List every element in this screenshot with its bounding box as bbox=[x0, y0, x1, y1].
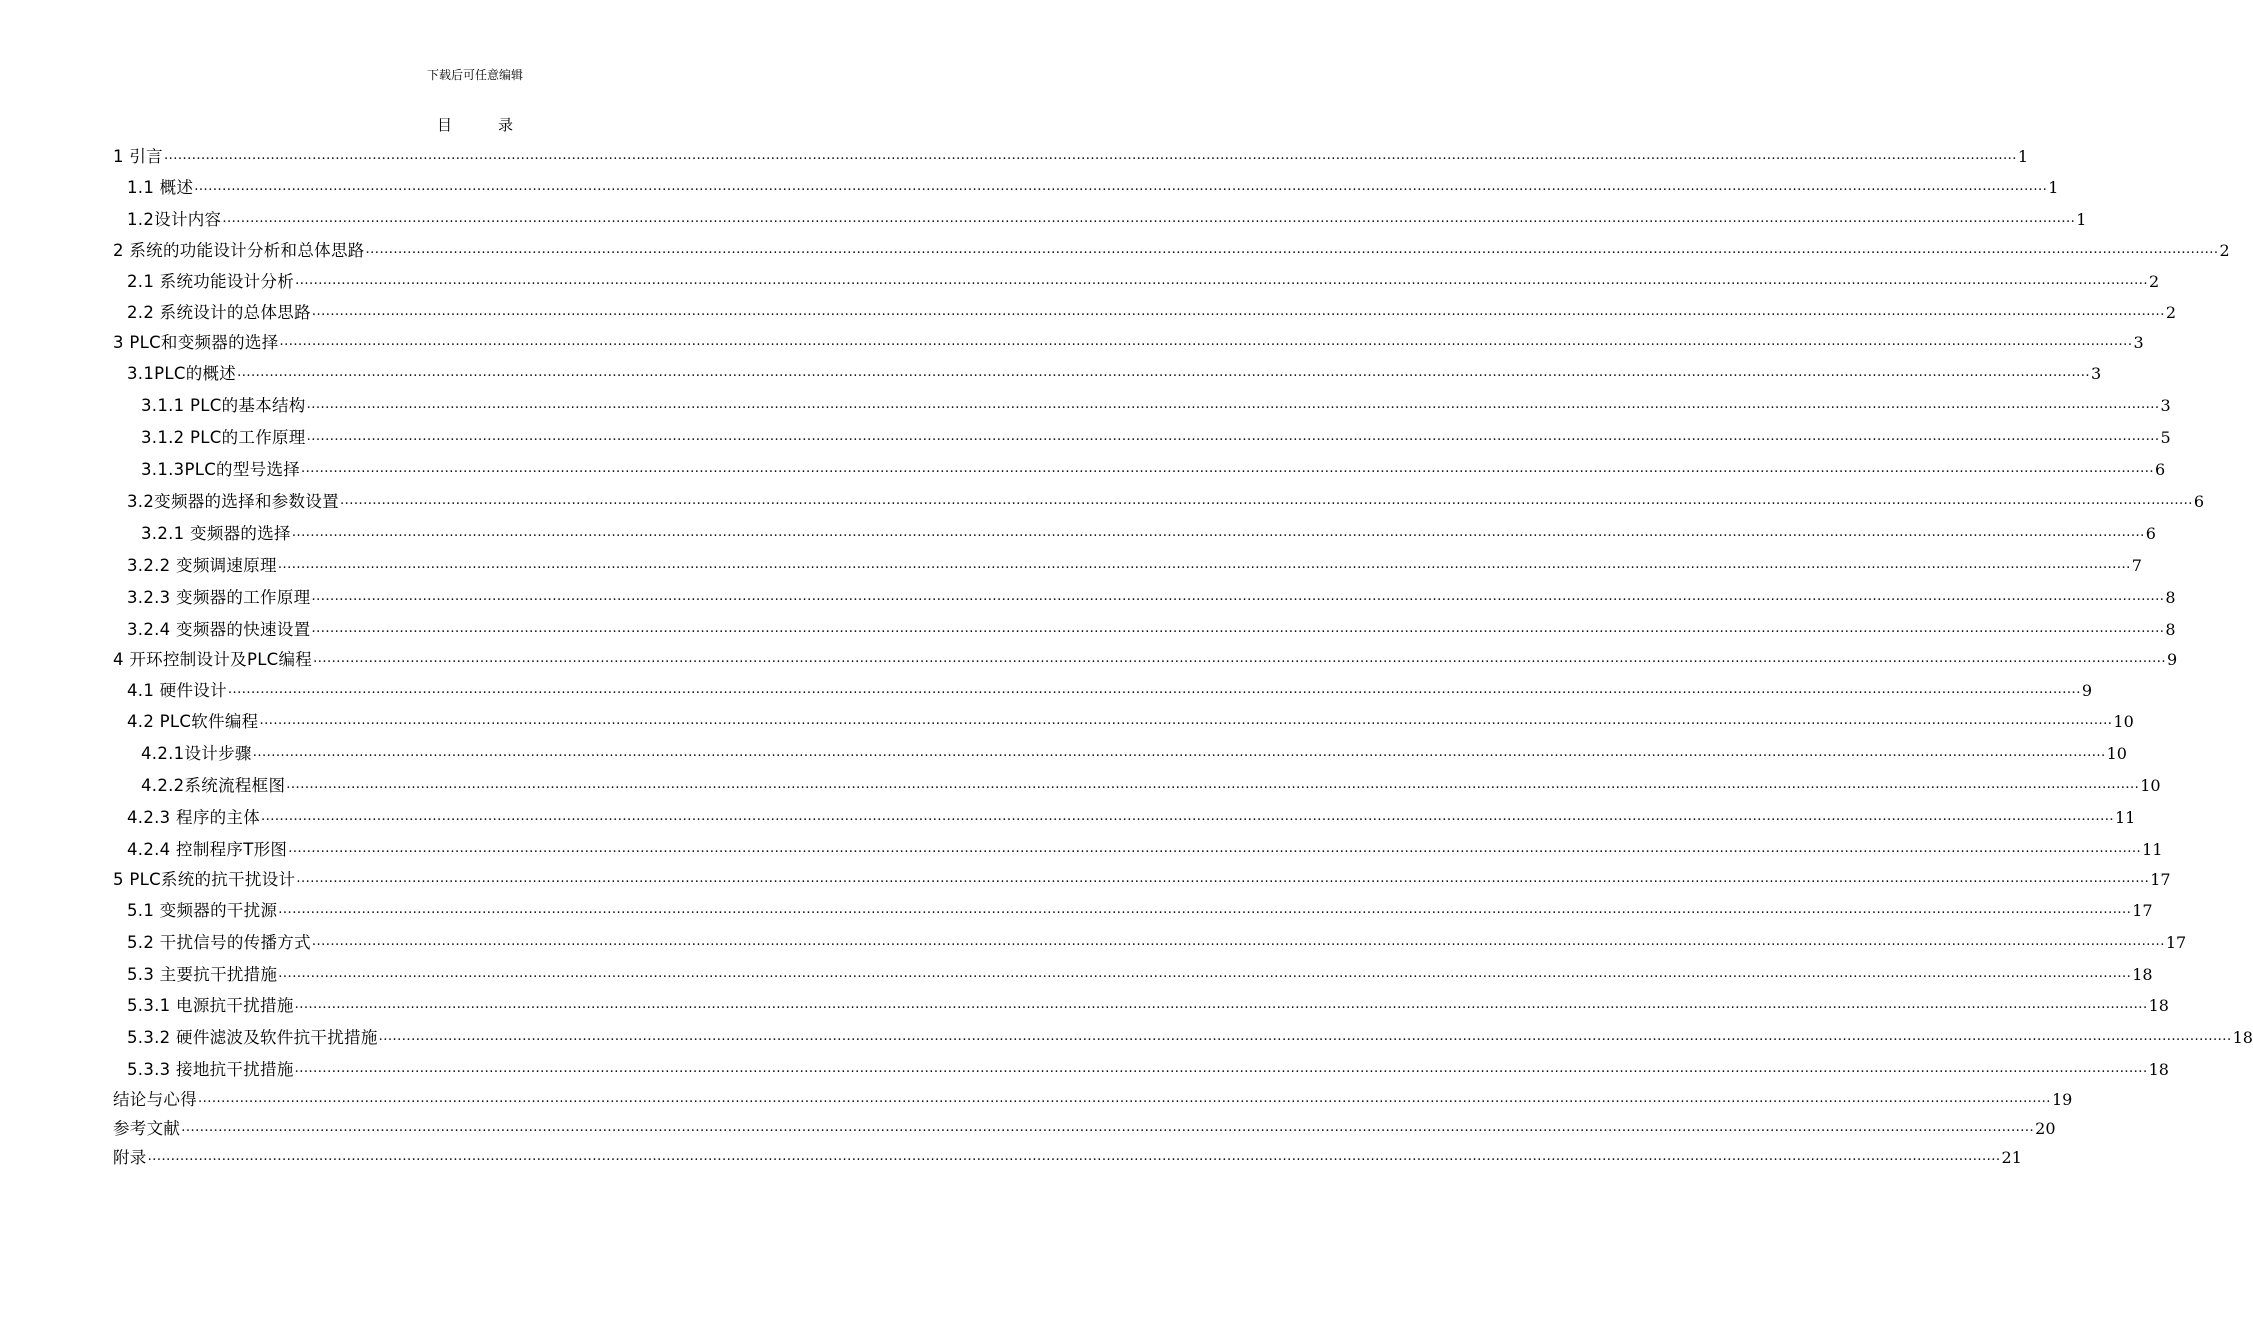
toc-entry-label: 附录 bbox=[113, 1148, 147, 1167]
toc-entry-page: 18 bbox=[2148, 996, 2169, 1015]
toc-entry-page: 17 bbox=[2132, 901, 2153, 920]
toc-entry[interactable] bbox=[113, 1081, 2073, 1111]
toc-entry-page: 3 bbox=[2133, 333, 2144, 352]
toc-entry-label: 5.3.1 电源抗干扰措施 bbox=[127, 996, 294, 1015]
toc-entry-label: 3.2.3 变频器的工作原理 bbox=[127, 588, 311, 607]
toc-entry[interactable] bbox=[113, 169, 2059, 199]
toc-entry[interactable] bbox=[113, 799, 2136, 829]
toc-entry-page: 11 bbox=[2114, 808, 2136, 827]
toc-entry[interactable] bbox=[113, 861, 2171, 891]
toc-entry-page: 21 bbox=[2001, 1148, 2022, 1167]
toc-dot-leader: ................................................................................................................................................................................................................................................................................................................................................................................................................ bbox=[306, 429, 2160, 444]
toc-entry-label: 2 系统的功能设计分析和总体思路 bbox=[113, 241, 365, 260]
toc-entry-label: 2.2 系统设计的总体思路 bbox=[127, 303, 311, 322]
toc-dot-leader: ................................................................................................................................................................................................................................................................................................................................................................................................................ bbox=[365, 242, 2219, 257]
toc-dot-leader: ................................................................................................................................................................................................................................................................................................................................................................................................................ bbox=[237, 365, 2091, 380]
toc-entry-label: 3.2.2 变频调速原理 bbox=[127, 556, 277, 575]
toc-dot-leader: ................................................................................................................................................................................................................................................................................................................................................................................................................ bbox=[306, 397, 2160, 412]
toc-dot-leader: ................................................................................................................................................................................................................................................................................................................................................................................................................ bbox=[288, 841, 2142, 856]
toc-entry[interactable] bbox=[113, 294, 2177, 324]
toc-entry-page: 10 bbox=[2113, 712, 2134, 731]
toc-entry-page: 10 bbox=[2106, 744, 2127, 763]
toc-dot-leader: ................................................................................................................................................................................................................................................................................................................................................................................................................ bbox=[378, 1029, 2232, 1044]
toc-entry[interactable] bbox=[113, 138, 2029, 168]
toc-entry-label: 结论与心得 bbox=[113, 1090, 197, 1109]
toc-title bbox=[0, 114, 950, 135]
toc-entry-page: 2 bbox=[2149, 272, 2160, 291]
toc-entry-label: 3 PLC和变频器的选择 bbox=[113, 333, 279, 352]
toc-entry-page: 1 bbox=[2076, 210, 2087, 229]
toc-entry[interactable] bbox=[113, 451, 2166, 481]
toc-entry[interactable] bbox=[113, 611, 2176, 641]
page-header: 下载后可任意编辑 bbox=[426, 68, 523, 82]
toc-dot-leader: ................................................................................................................................................................................................................................................................................................................................................................................................................ bbox=[313, 651, 2167, 666]
toc-dot-leader: ................................................................................................................................................................................................................................................................................................................................................................................................................ bbox=[181, 1120, 2035, 1135]
toc-entry[interactable] bbox=[113, 515, 2156, 545]
toc-dot-leader: ................................................................................................................................................................................................................................................................................................................................................................................................................ bbox=[147, 1149, 2001, 1164]
toc-entry[interactable] bbox=[113, 1139, 2022, 1169]
toc-entry[interactable] bbox=[113, 201, 2087, 231]
toc-entry-page: 20 bbox=[2035, 1119, 2056, 1138]
toc-entry-label: 3.2.1 变频器的选择 bbox=[141, 524, 291, 543]
toc-entry-page: 1 bbox=[2017, 147, 2029, 166]
toc-entry-label: 3.1PLC的概述 bbox=[127, 364, 237, 383]
toc-entry[interactable] bbox=[113, 672, 2093, 702]
toc-entry-page: 18 bbox=[2148, 1060, 2169, 1079]
toc-dot-leader: ................................................................................................................................................................................................................................................................................................................................................................................................................ bbox=[311, 934, 2165, 949]
toc-entry-page: 18 bbox=[2132, 965, 2153, 984]
toc-entry-page: 7 bbox=[2131, 556, 2142, 575]
toc-dot-leader: ................................................................................................................................................................................................................................................................................................................................................................................................................ bbox=[194, 179, 2048, 194]
toc-entry-label: 5.3.3 接地抗干扰措施 bbox=[127, 1060, 294, 1079]
toc-entry-page: 6 bbox=[2193, 492, 2205, 511]
toc-entry[interactable] bbox=[113, 355, 2102, 385]
toc-dot-leader: ................................................................................................................................................................................................................................................................................................................................................................................................................ bbox=[222, 211, 2076, 226]
toc-dot-leader: ................................................................................................................................................................................................................................................................................................................................................................................................................ bbox=[301, 461, 2154, 476]
toc-entry-page: 10 bbox=[2140, 776, 2161, 795]
toc-entry-label: 4.2.1设计步骤 bbox=[141, 744, 252, 763]
toc-dot-leader: ................................................................................................................................................................................................................................................................................................................................................................................................................ bbox=[286, 777, 2140, 792]
toc-entry[interactable] bbox=[113, 703, 2134, 733]
toc-dot-leader: ................................................................................................................................................................................................................................................................................................................................................................................................................ bbox=[279, 334, 2133, 349]
toc-entry[interactable] bbox=[113, 579, 2176, 609]
toc-entry-label: 3.2.4 变频器的快速设置 bbox=[127, 620, 311, 639]
toc-entry-label: 4.2.4 控制程序T形图 bbox=[127, 840, 288, 859]
toc-entry[interactable] bbox=[113, 641, 2178, 671]
toc-entry[interactable] bbox=[113, 956, 2153, 986]
toc-entry[interactable] bbox=[113, 547, 2142, 577]
toc-entry-page: 8 bbox=[2165, 620, 2176, 639]
toc-entry[interactable] bbox=[113, 483, 2205, 513]
toc-dot-leader: ................................................................................................................................................................................................................................................................................................................................................................................................................ bbox=[163, 148, 2017, 163]
toc-entry[interactable] bbox=[113, 924, 2187, 954]
toc-entry-label: 4.1 硬件设计 bbox=[127, 681, 227, 700]
toc-entry-page: 11 bbox=[2142, 840, 2163, 859]
toc-dot-leader: ................................................................................................................................................................................................................................................................................................................................................................................................................ bbox=[311, 304, 2165, 319]
toc-dot-leader: ................................................................................................................................................................................................................................................................................................................................................................................................................ bbox=[259, 713, 2113, 728]
toc-entry[interactable] bbox=[113, 419, 2171, 449]
toc-entry-label: 1 引言 bbox=[113, 147, 163, 166]
toc-entry[interactable] bbox=[113, 1110, 2056, 1140]
toc-entry-label: 5.3.2 硬件滤波及软件抗干扰措施 bbox=[127, 1028, 378, 1047]
toc-entry[interactable] bbox=[113, 831, 2163, 861]
toc-entry-page: 1 bbox=[2048, 178, 2059, 197]
toc-dot-leader: ................................................................................................................................................................................................................................................................................................................................................................................................................ bbox=[278, 966, 2132, 981]
toc-dot-leader: ................................................................................................................................................................................................................................................................................................................................................................................................................ bbox=[198, 1091, 2051, 1106]
toc-dot-leader: ................................................................................................................................................................................................................................................................................................................................................................................................................ bbox=[311, 589, 2165, 604]
toc-dot-leader: ................................................................................................................................................................................................................................................................................................................................................................................................................ bbox=[294, 1061, 2148, 1076]
toc-entry-label: 3.1.2 PLC的工作原理 bbox=[141, 428, 306, 447]
toc-entry[interactable] bbox=[113, 263, 2160, 293]
toc-entry-label: 4.2.2系统流程框图 bbox=[141, 776, 286, 795]
toc-entry-label: 5.3 主要抗干扰措施 bbox=[127, 965, 278, 984]
toc-dot-leader: ................................................................................................................................................................................................................................................................................................................................................................................................................ bbox=[291, 525, 2145, 540]
toc-entry-label: 3.1.3PLC的型号选择 bbox=[141, 460, 301, 479]
toc-entry-label: 1.2设计内容 bbox=[127, 210, 222, 229]
toc-entry-label: 5.2 干扰信号的传播方式 bbox=[127, 933, 311, 952]
toc-dot-leader: ................................................................................................................................................................................................................................................................................................................................................................................................................ bbox=[339, 493, 2193, 508]
toc-dot-leader: ................................................................................................................................................................................................................................................................................................................................................................................................................ bbox=[278, 902, 2132, 917]
toc-title-left: 目 bbox=[436, 116, 452, 134]
toc-entry-page: 6 bbox=[2145, 524, 2156, 543]
toc-entry[interactable] bbox=[113, 1051, 2169, 1081]
toc-entry[interactable] bbox=[113, 1019, 2253, 1049]
toc-entry-page: 6 bbox=[2154, 460, 2166, 479]
toc-dot-leader: ................................................................................................................................................................................................................................................................................................................................................................................................................ bbox=[295, 273, 2149, 288]
toc-entry-page: 9 bbox=[2167, 650, 2178, 669]
toc-entry-label: 1.1 概述 bbox=[127, 178, 194, 197]
toc-entry-page: 3 bbox=[2091, 364, 2102, 383]
toc-entry-label: 4 开环控制设计及PLC编程 bbox=[113, 650, 313, 669]
toc-entry-page: 19 bbox=[2051, 1090, 2073, 1109]
toc-entry[interactable] bbox=[113, 735, 2127, 765]
toc-entry-label: 参考文献 bbox=[113, 1119, 181, 1138]
toc-entry[interactable] bbox=[113, 324, 2144, 354]
toc-entry-label: 5 PLC系统的抗干扰设计 bbox=[113, 870, 296, 889]
toc-entry-label: 3.2变频器的选择和参数设置 bbox=[127, 492, 339, 511]
toc-entry[interactable] bbox=[113, 987, 2169, 1017]
toc-dot-leader: ................................................................................................................................................................................................................................................................................................................................................................................................................ bbox=[294, 997, 2148, 1012]
toc-entry[interactable] bbox=[113, 767, 2161, 797]
toc-entry-page: 3 bbox=[2160, 396, 2171, 415]
toc-entry[interactable] bbox=[113, 232, 2230, 262]
toc-entry-page: 17 bbox=[2150, 870, 2171, 889]
toc-dot-leader: ................................................................................................................................................................................................................................................................................................................................................................................................................ bbox=[252, 745, 2106, 760]
toc-dot-leader: ................................................................................................................................................................................................................................................................................................................................................................................................................ bbox=[296, 871, 2150, 886]
toc-entry-label: 4.2.3 程序的主体 bbox=[127, 808, 261, 827]
toc-entry-label: 2.1 系统功能设计分析 bbox=[127, 272, 295, 291]
toc-dot-leader: ................................................................................................................................................................................................................................................................................................................................................................................................................ bbox=[227, 682, 2081, 697]
toc-entry-label: 3.1.1 PLC的基本结构 bbox=[141, 396, 306, 415]
toc-entry[interactable] bbox=[113, 892, 2153, 922]
toc-title-right: 录 bbox=[498, 116, 514, 134]
toc-dot-leader: ................................................................................................................................................................................................................................................................................................................................................................................................................ bbox=[277, 557, 2131, 572]
toc-entry-label: 5.1 变频器的干扰源 bbox=[127, 901, 278, 920]
toc-entry-page: 8 bbox=[2165, 588, 2176, 607]
toc-entry-page: 2 bbox=[2219, 241, 2230, 260]
toc-dot-leader: ................................................................................................................................................................................................................................................................................................................................................................................................................ bbox=[311, 621, 2165, 636]
toc-entry[interactable] bbox=[113, 387, 2171, 417]
toc-entry-page: 2 bbox=[2165, 303, 2177, 322]
toc-entry-page: 18 bbox=[2232, 1028, 2253, 1047]
toc-entry-page: 9 bbox=[2081, 681, 2093, 700]
toc-dot-leader: ................................................................................................................................................................................................................................................................................................................................................................................................................ bbox=[261, 809, 2114, 824]
toc-entry-page: 17 bbox=[2165, 933, 2187, 952]
toc-entry-label: 4.2 PLC软件编程 bbox=[127, 712, 259, 731]
toc-entry-page: 5 bbox=[2160, 428, 2171, 447]
